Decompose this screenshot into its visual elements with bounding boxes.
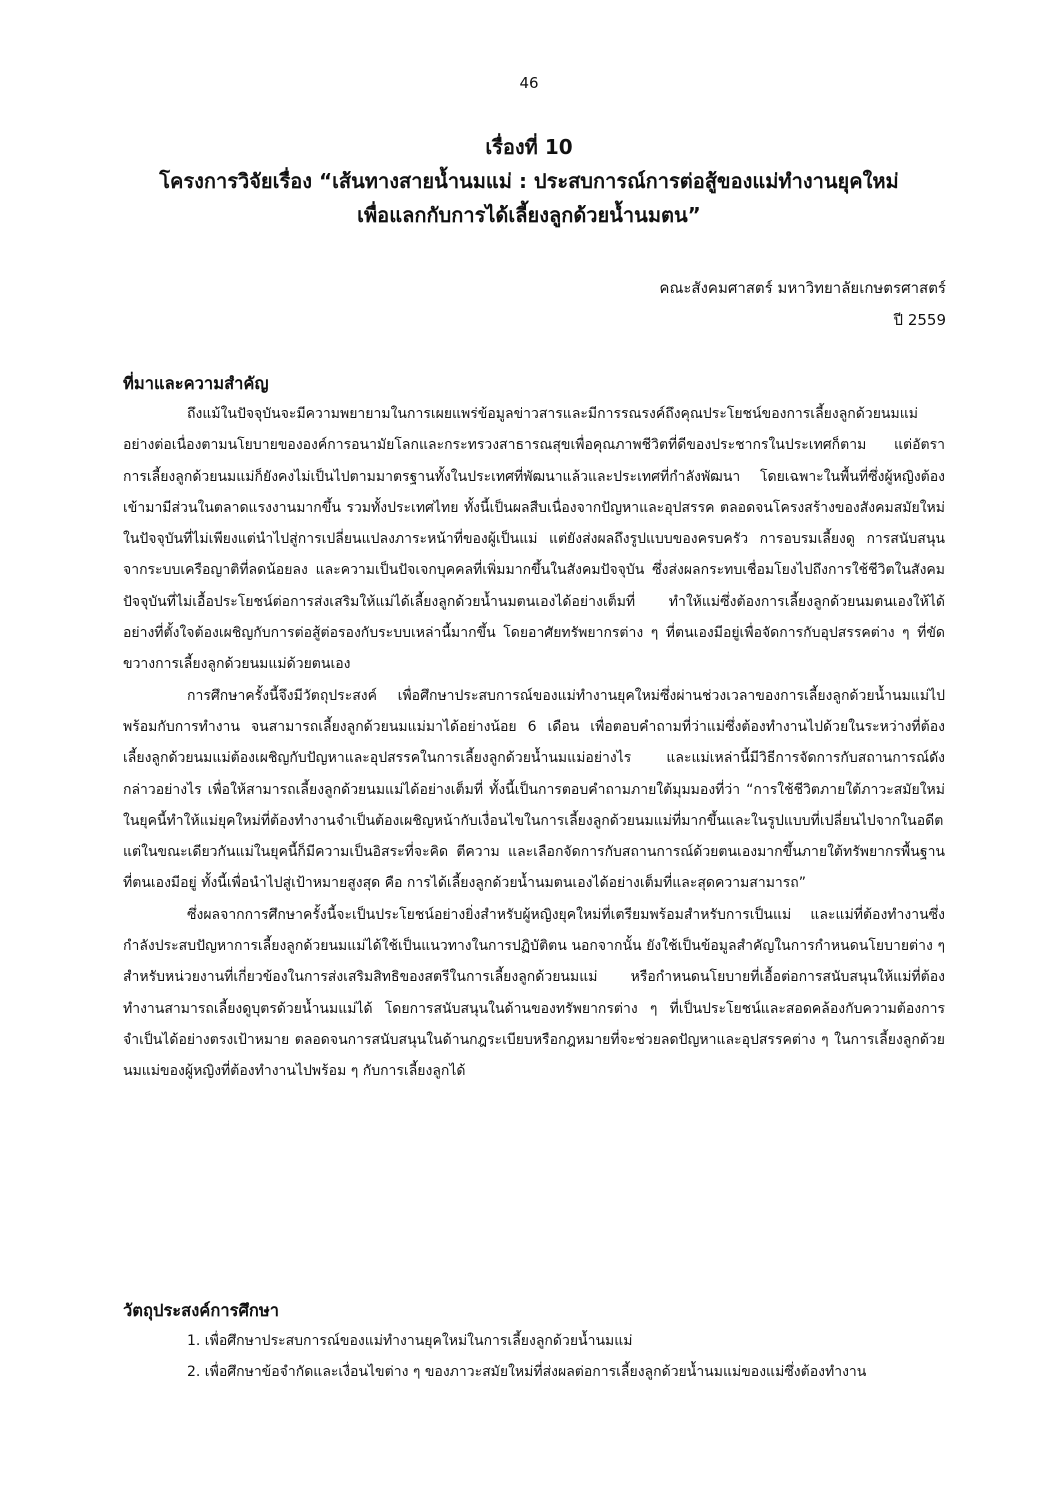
document-title — [100, 130, 958, 232]
page-number: 46 — [519, 74, 539, 92]
byline-institution: คณะสังคมศาสตร์ มหาวิทยาลัยเกษตรศาสตร์ — [659, 279, 946, 297]
background-paragraph: ซึ่งผลจากการศึกษาครั้งนี้จะเป็นประโยชน์อย่างยิ่งสำหรับผู้หญิงยุคใหม่ที่เตรียมพร้อมสำหรับการเป็นแม่ และแม่ที่ต้องทำงานซึ่งกำลังประสบปัญหาการเลี้ยงลูกด้วยนมแม่ได้ใช้เป็นแนวทางในการปฏิบัติตน นอกจากนั้น ยังใช้เป็นข้อมูลสำคัญในการกำหนดนโยบายต่าง ๆ สำหรับหน่วยงานที่เกี่ยวข้องในการส่งเสริมสิทธิของสตรีในการเลี้ยงลูกด้วยนมแม่ หรือกำหนดนโยบายที่เอื้อต่อการสนับสนุนให้แม่ที่ต้องทำงานสามารถเลี้ยงดูบุตรด้วยน้ำนมแม่ได้ โดยการสนับสนุนในด้านของทรัพยากรต่าง ๆ ที่เป็นประโยชน์และสอดคล้องกับความต้องการจำเป็นได้อย่างตรงเป้าหมาย ตลอดจนการสนับสนุนในด้านกฎระเบียบหรือกฎหมายที่จะช่วยลดปัญหาและอุปสรรคต่าง ๆ ในการเลี้ยงลูกด้วยนมแม่ของผู้หญิงที่ต้องทำงานไปพร้อม ๆ กับการเลี้ยงลูกได้ — [123, 906, 945, 1080]
objective-item: 2. เพื่อศึกษาข้อจำกัดและเงื่อนไขต่าง ๆ ของภาวะสมัยใหม่ที่ส่งผลต่อการเลี้ยงลูกด้วยน้ำนมแม่ของแม่ซึ่งต้องทำงาน — [187, 1364, 867, 1381]
title-line-project-cont: เพื่อแลกกับการได้เลี้ยงลูกด้วยน้ำนมตน” — [357, 203, 701, 227]
background-section — [123, 369, 945, 1088]
objectives-section — [123, 1296, 945, 1389]
background-paragraph: ถึงแม้ในปัจจุบันจะมีความพยายามในการเผยแพร่ข้อมูลข่าวสารและมีการรณรงค์ถึงคุณประโยชน์ของการเลี้ยงลูกด้วยนมแม่อย่างต่อเนื่องตามนโยบายขององค์การอนามัยโลกและกระทรวงสาธารณสุขเพื่อคุณภาพชีวิตที่ดีของประชากรในประเทศก็ตาม แต่อัตราการเลี้ยงลูกด้วยนมแม่ก็ยังคงไม่เป็นไปตามมาตรฐานทั้งในประเทศที่พัฒนาแล้วและประเทศที่กำลังพัฒนา โดยเฉพาะในพื้นที่ซึ่งผู้หญิงต้องเข้ามามีส่วนในตลาดแรงงานมากขึ้น รวมทั้งประเทศไทย ทั้งนี้เป็นผลสืบเนื่องจากปัญหาและอุปสรรค ตลอดจนโครงสร้างของสังคมสมัยใหม่ในปัจจุบันที่ไม่เพียงแต่นำไปสู่การเปลี่ยนแปลงภาระหน้าที่ของผู้เป็นแม่ แต่ยังส่งผลถึงรูปแบบของครบครัว การอบรมเลี้ยงดู การสนับสนุนจากระบบเครือญาติที่ลดน้อยลง และความเป็นปัจเจกบุคคลที่เพิ่มมากขึ้นในสังคมปัจจุบัน ซึ่งส่งผลกระทบเชื่อมโยงไปถึงการใช้ชีวิตในสังคมปัจจุบันที่ไม่เอื้อประโยชน์ต่อการส่งเสริมให้แม่ได้เลี้ยงลูกด้วยน้ำนมตนเองได้อย่างเต็มที่ ทำให้แม่ซึ่งต้องการเลี้ยงลูกด้วยนมตนเองให้ได้อย่างที่ตั้งใจต้องเผชิญกับการต่อสู้ต่อรองกับระบบเหล่านี้มากขึ้น โดยอาศัยทรัพยากรต่าง ๆ ที่ตนเองมีอยู่เพื่อจัดการกับอุปสรรคต่าง ๆ ที่ขัดขวางการเลี้ยงลูกด้วยนมแม่ด้วยตนเอง — [123, 406, 945, 673]
title-line-project: โครงการวิจัยเรื่อง “เส้นทางสายน้ำนมแม่ : ประสบการณ์การต่อสู้ของแม่ทำงานยุคใหม่ — [159, 169, 899, 193]
background-heading: ที่มาและความสำคัญ — [123, 374, 269, 393]
byline-year: ปี 2559 — [893, 311, 946, 329]
byline — [659, 272, 946, 336]
title-line-story-number: เรื่องที่ 10 — [485, 135, 573, 159]
objectives-heading: วัตถุประสงค์การศึกษา — [123, 1301, 280, 1320]
objective-item: 1. เพื่อศึกษาประสบการณ์ของแม่ทำงานยุคใหม่ในการเลี้ยงลูกด้วยน้ำนมแม่ — [187, 1333, 633, 1349]
background-paragraph: การศึกษาครั้งนี้จึงมีวัตถุประสงค์ เพื่อศึกษาประสบการณ์ของแม่ทำงานยุคใหม่ซึ่งผ่านช่วงเวลาของการเลี้ยงลูกด้วยน้ำนมแม่ไปพร้อมกับการทำงาน จนสามารถเลี้ยงลูกด้วยนมแม่มาได้อย่างน้อย 6 เดือน เพื่อตอบคำถามที่ว่าแม่ซึ่งต้องทำงานไปด้วยในระหว่างที่ต้องเลี้ยงลูกด้วยนมแม่ต้องเผชิญกับปัญหาและอุปสรรคในการเลี้ยงลูกด้วยน้ำนมแม่อย่างไร และแม่เหล่านี้มีวิธีการจัดการกับสถานการณ์ดังกล่าวอย่างไร เพื่อให้สามารถเลี้ยงลูกด้วยนมแม่ได้อย่างเต็มที่ ทั้งนี้เป็นการตอบคำถามภายใต้มุมมองที่ว่า “การใช้ชีวิตภายใต้ภาวะสมัยใหม่ในยุคนี้ทำให้แม่ยุคใหม่ที่ต้องทำงานจำเป็นต้องเผชิญหน้ากับเงื่อนไขในการเลี้ยงลูกด้วยนมแม่ที่มากขึ้นและในรูปแบบที่เปลี่ยนไปจากในอดีต แต่ในขณะเดียวกันแม่ในยุคนี้ก็มีความเป็นอิสระที่จะคิด ตีความ และเลือกจัดการกับสถานการณ์ด้วยตนเองมากขึ้นภายใต้ทรัพยากรพื้นฐานที่ตนเองมีอยู่ ทั้งนี้เพื่อนำไปสู่เป้าหมายสูงสุด คือ การได้เลี้ยงลูกด้วยน้ำนมตนเองได้อย่างเต็มที่และสุดความสามารถ” — [123, 687, 945, 892]
